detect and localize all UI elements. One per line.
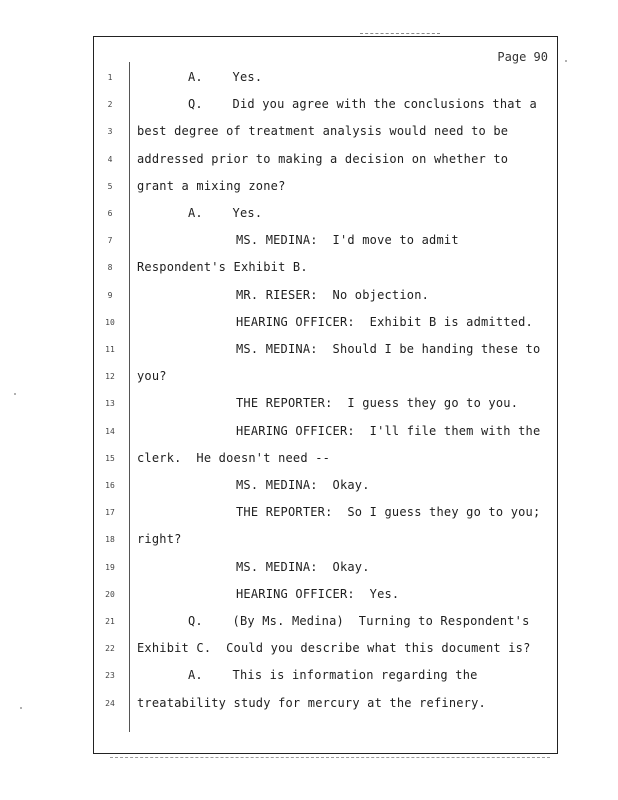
- line-text: Respondent's Exhibit B.: [137, 260, 308, 275]
- transcript-line: [0, 152, 618, 179]
- transcript-line: [0, 587, 618, 614]
- transcript-line: [0, 451, 618, 478]
- transcript-line: [0, 70, 618, 97]
- line-number: 18: [105, 535, 115, 545]
- transcript-line: [0, 696, 618, 723]
- line-number: 9: [107, 290, 113, 300]
- line-number: 20: [105, 589, 115, 599]
- line-number: 16: [105, 481, 115, 490]
- line-text: THE REPORTER: I guess they go to you.: [236, 396, 519, 411]
- transcript-line: [0, 532, 618, 559]
- transcript-line: [0, 233, 618, 260]
- line-text: right?: [137, 532, 182, 547]
- line-text: Q. (By Ms. Medina) Turning to Respondent's: [188, 614, 530, 628]
- line-text: MS. MEDINA: I'd move to admit: [236, 233, 459, 248]
- transcript-line: [0, 641, 618, 668]
- line-text: HEARING OFFICER: Yes.: [236, 586, 400, 601]
- transcript-line: [0, 478, 618, 505]
- line-text: MS. MEDINA: Okay.: [236, 478, 370, 492]
- line-text: grant a mixing zone?: [137, 178, 286, 193]
- scan-speck: [14, 393, 16, 395]
- scan-speck: [20, 707, 22, 709]
- transcript-line: [0, 288, 618, 315]
- line-text: best degree of treatment analysis would need to be: [137, 124, 509, 139]
- line-number: 13: [105, 399, 115, 409]
- line-text: Exhibit C. Could you describe what this document is?: [137, 641, 531, 656]
- transcript-line: [0, 342, 618, 369]
- line-text: HEARING OFFICER: I'll file them with the: [236, 423, 541, 438]
- line-text: MR. RIESER: No objection.: [236, 287, 430, 302]
- line-text: MS. MEDINA: Should I be handing these to: [236, 342, 541, 356]
- line-number: 19: [105, 562, 115, 572]
- line-number: 17: [105, 508, 115, 518]
- line-number: 5: [107, 181, 113, 191]
- transcript-line: [0, 97, 618, 124]
- transcript-line: [0, 206, 618, 233]
- line-number: 10: [105, 317, 115, 327]
- line-text: HEARING OFFICER: Exhibit B is admitted.: [236, 314, 533, 329]
- line-number: 15: [105, 453, 115, 463]
- line-text: A. Yes.: [188, 70, 263, 84]
- transcript-line: [0, 179, 618, 206]
- line-text: clerk. He doesn't need --: [137, 450, 331, 465]
- line-number: 4: [107, 154, 113, 164]
- transcript-line: [0, 369, 618, 396]
- line-number: 7: [107, 236, 113, 246]
- line-number: 8: [107, 263, 113, 273]
- line-text: MS. MEDINA: Okay.: [236, 559, 370, 574]
- transcript-line: [0, 396, 618, 423]
- line-number: 14: [105, 426, 115, 436]
- line-number: 24: [105, 698, 115, 708]
- line-number: 11: [105, 345, 115, 354]
- line-text: A. This is information regarding the: [188, 668, 478, 683]
- transcript-line: [0, 668, 618, 695]
- transcript-line: [0, 260, 618, 287]
- transcript-line: [0, 505, 618, 532]
- transcript-line: [0, 124, 618, 151]
- line-text: THE REPORTER: So I guess they go to you;: [236, 505, 541, 520]
- line-number: 23: [105, 671, 115, 681]
- transcript-line: [0, 315, 618, 342]
- line-text: you?: [137, 369, 167, 384]
- transcript-line: [0, 424, 618, 451]
- scan-artifact-bottom: [110, 757, 550, 758]
- line-number: 12: [105, 372, 115, 382]
- line-text: Q. Did you agree with the conclusions that a: [188, 97, 537, 112]
- line-text: treatability study for mercury at the refinery.: [137, 695, 486, 710]
- scan-artifact-top: [360, 33, 440, 34]
- line-text: addressed prior to making a decision on whether to: [137, 151, 509, 166]
- line-number: 1: [107, 73, 113, 82]
- transcript-line: [0, 560, 618, 587]
- line-number: 6: [107, 209, 113, 218]
- line-number: 22: [105, 644, 115, 654]
- line-number: 3: [107, 127, 113, 137]
- line-number: 21: [105, 617, 115, 626]
- line-number: 2: [107, 100, 113, 110]
- transcript-line: [0, 614, 618, 641]
- scan-speck: [565, 60, 567, 62]
- page-number: Page 90: [497, 50, 548, 64]
- line-text: A. Yes.: [188, 206, 263, 220]
